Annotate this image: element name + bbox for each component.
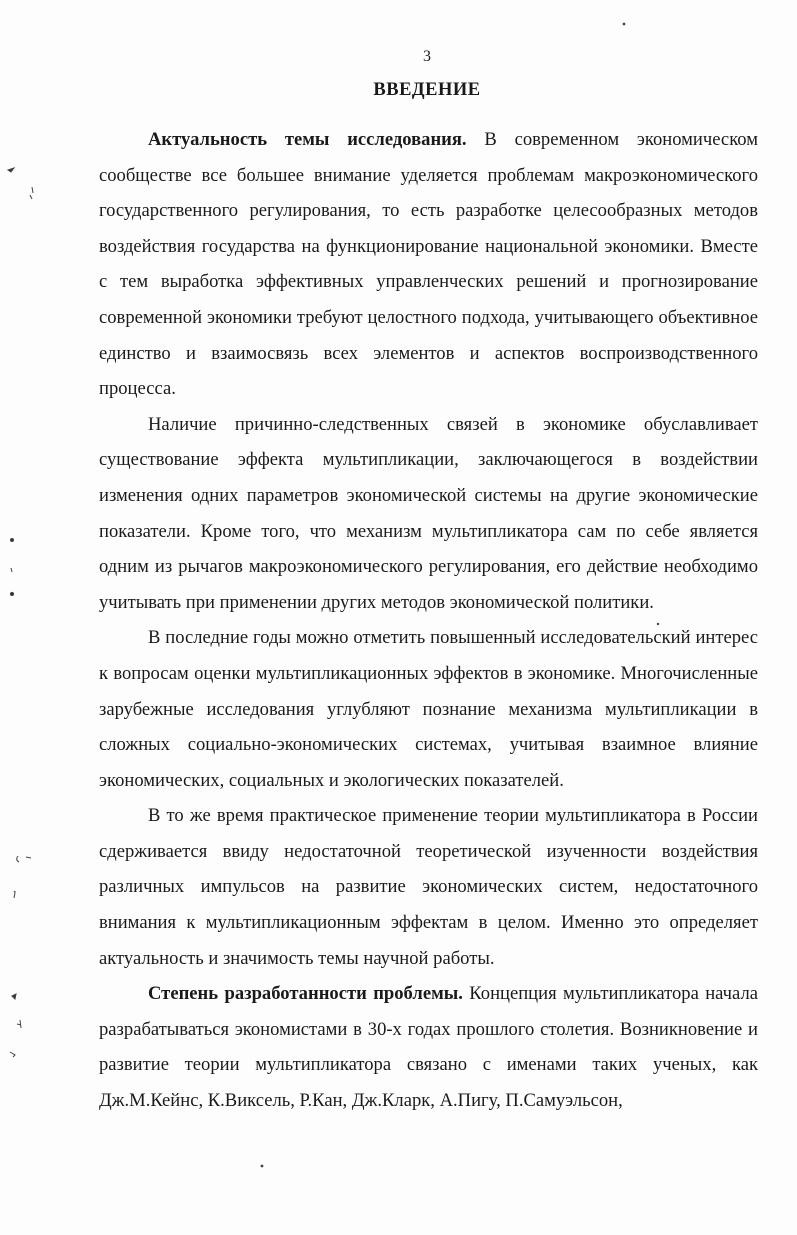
scan-speck [14,891,15,898]
section-heading: ВВЕДЕНИЕ [373,80,481,100]
paragraph-text: Наличие причинно-следственных связей в экономике обуславливает существование эффекта мультипликации, заключающегося в воздействии изменения одних параметров экономической системы на другие экономические показатели. Кроме того, что механизм мультипликатора сам по себе является одним из рычагов макроэкономического регулирования, его действие необходимо учитывать при применении других методов экономической политики. [99,413,758,613]
scan-speck [12,994,16,999]
scan-speck [10,592,13,595]
paragraph-lead: Степень разработанности проблемы. [148,983,463,1005]
paragraph-degree-of-development [99,976,758,1118]
scan-speck [623,23,625,25]
scan-speck [8,168,14,172]
paragraph-text: В современном экономическом сообществе все большее внимание уделяется проблемам макроэкономического государственного регулирования, то есть разработке целесообразных методов воздействия государства на функционирование национальной экономики. Вместе с тем выработка эффективных управленческих решений и прогнозирование современной экономики требуют целостного подхода, учитывающего объективное единство и взаимосвязь всех элементов и аспектов воспроизводственного процесса. [99,129,758,400]
scan-speck [30,187,33,199]
scan-speck [261,1165,263,1167]
scan-speck [11,539,14,542]
paragraph-lead: Актуальность темы исследования. [148,129,467,150]
paragraph-relevance [99,122,758,407]
scan-speck [17,856,31,862]
paragraph-text: В последние годы можно отметить повышенный исследовательский интерес к вопросам оценки мультипликационных эффектов в экономике. Многочисленные зарубежные исследования углубляют познание механизма мультипликации в сложных социально-экономических системах, учитывая взаимное влияние экономических, социальных и экологических показателей. [99,627,758,791]
paragraph-text: В то же время практическое применение теории мультипликатора в России сдерживается ввиду недостаточной теоретической изученности воздействия различных импульсов на развитие экономических систем, недостаточного внимания к мультипликационным эффектам в целом. Именно это определяет актуальность и значимость темы научной работы. [99,805,758,969]
paragraph-text: Концепция мультипликатора начала разрабатываться экономистами в 30-х годах прошлого столетия. Возникновение и развитие теории мультипликатора связано с именами таких ученых, как Дж.М.Кейнс, К.Виксель, Р.Кан, Дж.Кларк, А.Пигу, П.Самуэльсон, [99,983,758,1112]
scan-speck [17,1020,21,1028]
scan-speck [10,1052,15,1057]
paragraph-causal-links [99,407,758,621]
page-number: 3 [423,48,431,65]
paragraph-russia [99,798,758,976]
paragraph-recent-years [99,620,758,798]
scan-speck [11,568,12,572]
document-body [99,122,758,1119]
